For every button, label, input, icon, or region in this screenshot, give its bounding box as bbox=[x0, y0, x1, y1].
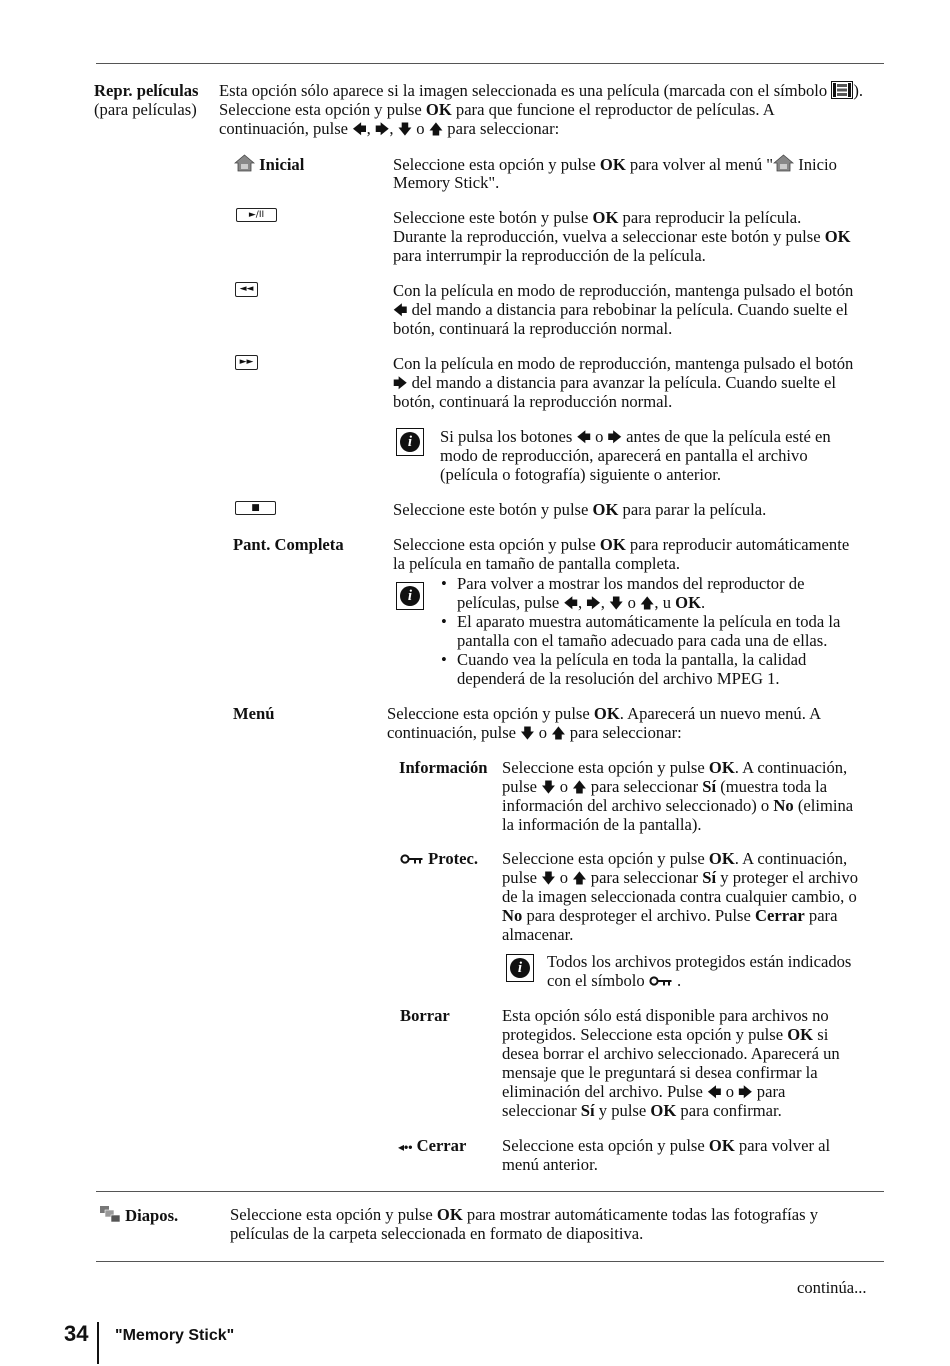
slideshow-icon bbox=[99, 1205, 121, 1223]
info-label: Información bbox=[399, 758, 488, 777]
section-divider bbox=[96, 1191, 884, 1192]
right-arrow-icon: 🡆 bbox=[586, 596, 601, 612]
inicial-label: Inicial bbox=[234, 154, 304, 174]
pant-line-2: la película en tamaño de pantalla completa. bbox=[393, 554, 681, 573]
note1-line-1: Si pulsa los botones 🡄 o 🡆 antes de que la película esté en bbox=[440, 427, 831, 446]
protec-note-line-2: con el símbolo . bbox=[547, 971, 682, 990]
borrar-line-4: mensaje que le preguntará si desea confirmar la bbox=[502, 1063, 818, 1082]
repr-line-3: continuación, pulse 🡄, 🡆, 🡇 o 🡅 para seleccionar: bbox=[219, 119, 560, 138]
borrar-line-6: seleccionar Sí y pulse OK para confirmar. bbox=[502, 1101, 782, 1120]
left-arrow-icon: 🡄 bbox=[576, 430, 591, 446]
note1-line-3: (película o fotografía) siguiente o anterior. bbox=[440, 465, 722, 484]
down-arrow-icon: 🡇 bbox=[609, 596, 624, 612]
play-pause-icon: ►/II bbox=[236, 208, 277, 222]
down-arrow-icon: 🡇 bbox=[520, 726, 535, 742]
rew-line-1: Con la película en modo de reproducción, mantenga pulsado el botón bbox=[393, 281, 854, 300]
info-icon: i bbox=[506, 954, 534, 982]
down-arrow-icon: 🡇 bbox=[541, 871, 556, 887]
rew-line-2: 🡄 del mando a distancia para rebobinar la película. Cuando suelte el bbox=[393, 300, 848, 319]
borrar-line-5: eliminación del archivo. Pulse 🡄 o 🡆 para bbox=[502, 1082, 786, 1101]
left-arrow-icon: 🡄 bbox=[563, 596, 578, 612]
play-line-3: para interrumpir la reproducción de la película. bbox=[393, 246, 706, 265]
borrar-line-2: protegidos. Seleccione esta opción y pulse OK si bbox=[502, 1025, 829, 1044]
cerrar-label: ◂•• Cerrar bbox=[398, 1136, 467, 1155]
play-line-2: Durante la reproducción, vuelva a seleccionar este botón y pulse OK bbox=[393, 227, 851, 246]
play-line-1: Seleccione este botón y pulse OK para reproducir la película. bbox=[393, 208, 802, 227]
down-arrow-icon: 🡇 bbox=[397, 122, 413, 138]
up-arrow-icon: 🡅 bbox=[428, 122, 444, 138]
key-icon bbox=[400, 853, 424, 865]
protec-line-3: de la imagen seleccionada contra cualquier cambio, o bbox=[502, 887, 857, 906]
repr-label: Repr. películas bbox=[94, 81, 199, 100]
up-arrow-icon: 🡅 bbox=[572, 780, 587, 796]
stop-line-1: Seleccione este botón y pulse OK para parar la película. bbox=[393, 500, 767, 519]
right-arrow-icon: 🡆 bbox=[374, 122, 390, 138]
diapos-label: Diapos. bbox=[99, 1205, 178, 1225]
right-arrow-icon: 🡆 bbox=[607, 430, 622, 446]
diapos-line-1: Seleccione esta opción y pulse OK para mostrar automáticamente todas las fotografías y bbox=[230, 1205, 818, 1224]
section-title: "Memory Stick" bbox=[115, 1327, 235, 1344]
fast-forward-icon: ►► bbox=[235, 355, 258, 370]
menu-label: Menú bbox=[233, 704, 275, 723]
ff-line-1: Con la película en modo de reproducción, mantenga pulsado el botón bbox=[393, 354, 854, 373]
info-icon: i bbox=[396, 428, 424, 456]
left-arrow-icon: 🡄 bbox=[393, 303, 408, 319]
protec-line-5: almacenar. bbox=[502, 925, 574, 944]
page-number: 34 bbox=[64, 1321, 89, 1346]
footer-separator bbox=[97, 1322, 99, 1364]
up-arrow-icon: 🡅 bbox=[551, 726, 566, 742]
cerrar-line-2: menú anterior. bbox=[502, 1155, 598, 1174]
pant-b2-line-1: El aparato muestra automáticamente la película en toda la bbox=[457, 612, 841, 631]
left-arrow-icon: 🡄 bbox=[707, 1085, 722, 1101]
pant-b2-line-2: pantalla con el tamaño adecuado para cada una de ellas. bbox=[457, 631, 828, 650]
up-arrow-icon: 🡅 bbox=[572, 871, 587, 887]
inicial-line-2: Memory Stick". bbox=[393, 173, 500, 192]
stop-icon: ■ bbox=[235, 501, 276, 515]
inicial-line-1: Seleccione esta opción y pulse OK para volver al menú " Inicio bbox=[393, 155, 837, 174]
up-arrow-icon: 🡅 bbox=[640, 596, 655, 612]
cerrar-line-1: Seleccione esta opción y pulse OK para volver al bbox=[502, 1136, 831, 1155]
top-divider bbox=[96, 63, 884, 64]
menu-line-2: continuación, pulse 🡇 o 🡅 para seleccionar: bbox=[387, 723, 682, 742]
info-line-3: información del archivo seleccionado) o No (elimina bbox=[502, 796, 854, 815]
pant-bullet-dot: • bbox=[441, 650, 447, 669]
info-icon: i bbox=[396, 582, 424, 610]
info-line-1: Seleccione esta opción y pulse OK. A continuación, bbox=[502, 758, 848, 777]
protec-note-line-1: Todos los archivos protegidos están indicados bbox=[547, 952, 852, 971]
right-arrow-icon: 🡆 bbox=[393, 376, 408, 392]
pant-line-1: Seleccione esta opción y pulse OK para reproducir automáticamente bbox=[393, 535, 850, 554]
repr-line-1: Esta opción sólo aparece si la imagen seleccionada es una película (marcada con el símbolo ). bbox=[219, 81, 864, 100]
protec-label: Protec. bbox=[400, 849, 478, 868]
back-arrow-icon: ◂•• bbox=[398, 1140, 413, 1154]
down-arrow-icon: 🡇 bbox=[541, 780, 556, 796]
ff-line-2: 🡆 del mando a distancia para avanzar la película. Cuando suelte el bbox=[393, 373, 836, 392]
info-line-2: pulse 🡇 o 🡅 para seleccionar Sí (muestra toda la bbox=[502, 777, 828, 796]
rew-line-3: botón, continuará la reproducción normal. bbox=[393, 319, 673, 338]
note1-line-2: modo de reproducción, aparecerá en pantalla el archivo bbox=[440, 446, 808, 465]
pant-label: Pant. Completa bbox=[233, 535, 344, 554]
continua-text: continúa... bbox=[797, 1278, 867, 1297]
repr-line-2: Seleccione esta opción y pulse OK para que funcione el reproductor de películas. A bbox=[219, 100, 775, 119]
borrar-label: Borrar bbox=[400, 1006, 450, 1025]
home-icon bbox=[773, 154, 794, 172]
pant-bullet-dot: • bbox=[441, 574, 447, 593]
key-icon bbox=[649, 975, 673, 987]
borrar-line-1: Esta opción sólo está disponible para archivos no bbox=[502, 1006, 829, 1025]
pant-b1-line-2: películas, pulse 🡄, 🡆, 🡇 o 🡅, u OK. bbox=[457, 593, 706, 612]
protec-line-4: No para desproteger el archivo. Pulse Cerrar para bbox=[502, 906, 838, 925]
bottom-divider bbox=[96, 1261, 884, 1262]
pant-b3-line-1: Cuando vea la película en toda la pantalla, la calidad bbox=[457, 650, 807, 669]
repr-sublabel: (para películas) bbox=[94, 100, 197, 119]
rewind-icon: ◄◄ bbox=[235, 282, 258, 297]
protec-line-1: Seleccione esta opción y pulse OK. A continuación, bbox=[502, 849, 848, 868]
film-icon bbox=[831, 81, 853, 99]
ff-line-3: botón, continuará la reproducción normal. bbox=[393, 392, 673, 411]
home-icon bbox=[234, 154, 255, 172]
pant-b1-line-1: Para volver a mostrar los mandos del reproductor de bbox=[457, 574, 805, 593]
right-arrow-icon: 🡆 bbox=[738, 1085, 753, 1101]
borrar-line-3: desea borrar el archivo seleccionado. Aparecerá un bbox=[502, 1044, 840, 1063]
menu-line-1: Seleccione esta opción y pulse OK. Aparecerá un nuevo menú. A bbox=[387, 704, 822, 723]
info-line-4: la información de la pantalla). bbox=[502, 815, 702, 834]
pant-bullet-dot: • bbox=[441, 612, 447, 631]
left-arrow-icon: 🡄 bbox=[352, 122, 367, 138]
diapos-line-2: películas de la carpeta seleccionada en formato de diapositiva. bbox=[230, 1224, 644, 1243]
protec-line-2: pulse 🡇 o 🡅 para seleccionar Sí y proteger el archivo bbox=[502, 868, 859, 887]
pant-b3-line-2: dependerá de la resolución del archivo MPEG 1. bbox=[457, 669, 780, 688]
